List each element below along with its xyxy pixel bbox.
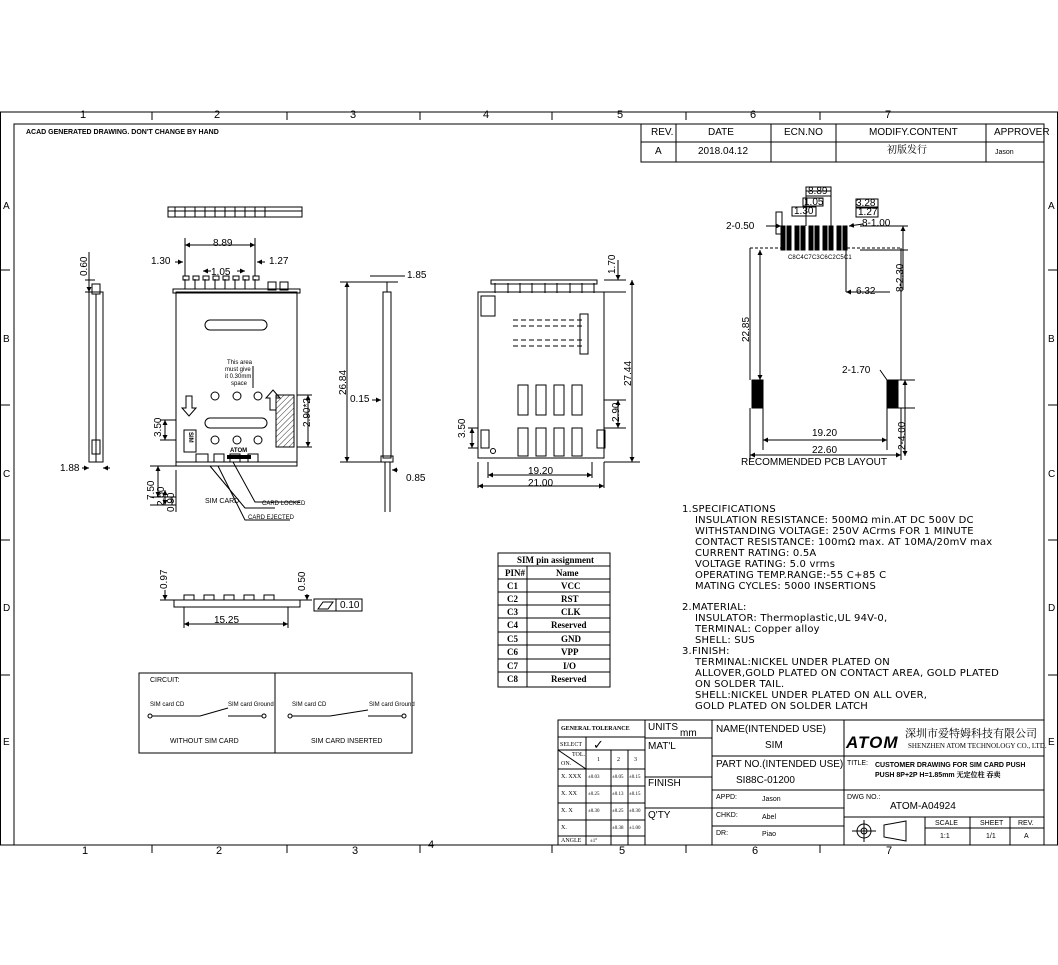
zone-top-1: 1	[80, 109, 87, 121]
part-value: SI88C-01200	[736, 775, 795, 786]
spec-line: TERMINAL:NICKEL UNDER PLATED ON	[695, 657, 890, 668]
spec-line: TERMINAL: Copper alloy	[695, 624, 820, 635]
label-card-ejected: CARD EJECTED	[248, 515, 295, 521]
area-note-2: must give	[225, 367, 251, 373]
finish-label: FINISH	[648, 778, 681, 789]
pin-row-pin: C5	[507, 634, 518, 644]
spec-line: OPERATING TEMP.RANGE:-55 C+85 C	[695, 570, 887, 581]
dim-front-750: 7.50	[146, 480, 157, 500]
tolerance-cell: ±0.03	[588, 775, 600, 780]
title-line-2: PUSH 8P+2P H=1.85mm 无定位柱 吞卖	[875, 772, 1001, 779]
dim-pcb-328: 3.28	[856, 198, 876, 209]
dim-pcb-2285: 22.85	[741, 316, 752, 342]
qty-label: Q'TY	[648, 810, 671, 821]
dim-pcb-2260: 22.60	[812, 445, 838, 456]
spec-line: ALLOVER,GOLD PLATED ON CONTACT AREA, GOLD PLATED	[695, 668, 1000, 679]
dim-top-889: 8.89	[213, 238, 233, 249]
spec-line: CURRENT RATING: 0.5A	[695, 548, 817, 559]
rev-header-rev: REV.	[651, 127, 674, 138]
top-strip-view	[168, 207, 302, 217]
tolerance-select: SELECT	[560, 742, 582, 748]
sheet-value: 1/1	[986, 833, 996, 840]
pcb-pin-label: C6	[820, 255, 828, 261]
tolerance-row-label: X. XXX	[561, 774, 582, 780]
dim-front-350: 3.50	[153, 417, 164, 437]
sheet-label: SHEET	[980, 820, 1004, 827]
spec-line: CONTACT RESISTANCE: 100mΩ max. AT 10MA/20mV max	[695, 537, 993, 548]
zone-right-d: D	[1048, 603, 1056, 614]
circuit-label-gnd-2: SIM card Ground	[369, 702, 415, 708]
name-value: SIM	[765, 740, 783, 751]
tolerance-col-3: 3	[634, 757, 637, 763]
dim-pcb-105: 1.05	[804, 197, 824, 208]
circuit-title: CIRCUIT:	[150, 677, 180, 684]
company-name-en: SHENZHEN ATOM TECHNOLOGY CO., LTD.	[908, 742, 1047, 750]
tolerance-cell: ±0.25	[588, 792, 600, 797]
company-logo: ATOM	[846, 733, 899, 752]
spec-line: GOLD PLATED ON SOLDER LATCH	[695, 701, 869, 712]
circuit-label-cd: SIM card CD	[150, 702, 185, 708]
zone-left-d: D	[3, 603, 11, 614]
circuit-label-gnd: SIM card Ground	[228, 702, 274, 708]
company-name-cn: 深圳市爱特姆科技有限公司	[905, 728, 1037, 740]
rev-header-modify: MODIFY.CONTENT	[869, 127, 958, 138]
pcb-pin-label: C7	[804, 255, 812, 261]
dim-back-2100: 21.00	[528, 478, 554, 489]
dim-pcb-400: 2-4.00	[897, 421, 908, 450]
dim-bot-050: 0.50	[297, 571, 308, 591]
dim-top-127: 1.27	[269, 256, 289, 267]
zone-bottom-3: 3	[352, 845, 359, 857]
dim-bot-1525: 15.25	[214, 615, 240, 626]
dim-pcb-170: 2-1.70	[842, 365, 871, 376]
pin-row-name: Reserved	[551, 620, 587, 630]
zone-top-4: 4	[483, 109, 490, 121]
pcb-pin-label: C4	[796, 255, 804, 261]
dim-back-2744: 27.44	[623, 360, 634, 386]
spec-line: 1.SPECIFICATIONS	[682, 504, 776, 515]
tolerance-cell: ±0.05	[612, 775, 624, 780]
pin-row-pin: C6	[507, 647, 518, 657]
pcb-pin-label: C2	[828, 255, 836, 261]
area-note-1: This area	[227, 360, 253, 366]
zone-bottom-1: 1	[82, 845, 89, 857]
area-note-3: it 0.30mm	[225, 374, 252, 380]
pin-row-name: VCC	[561, 581, 581, 591]
dim-side-085: 0.85	[406, 473, 426, 484]
spec-line: MATING CYCLES: 5000 INSERTIONS	[695, 581, 876, 592]
title-label: TITLE:	[847, 760, 869, 767]
rev-row-approver: Jason	[995, 149, 1014, 156]
atom-mark-front: ATOM	[230, 448, 248, 454]
circuit-inserted: SIM CARD INSERTED	[311, 738, 383, 745]
pin-table-header-pin: PIN#	[505, 568, 525, 578]
tolerance-cell: ±0.13	[612, 792, 624, 797]
dwg-label: DWG NO.:	[847, 794, 881, 801]
dim-pcb-889: 8.89	[808, 186, 828, 197]
pin-row-name: GND	[561, 634, 581, 644]
dr-value: Piao	[762, 831, 777, 838]
zone-left-b: B	[3, 334, 10, 345]
dim-top-105: 1.05	[211, 267, 231, 278]
pin-row-pin: C1	[507, 581, 518, 591]
spec-line: INSULATION RESISTANCE: 500MΩ min.AT DC 500V DC	[695, 515, 974, 526]
zone-bottom-7: 7	[886, 845, 893, 857]
pin-row-pin: C2	[507, 594, 518, 604]
chkd-value: Abel	[762, 814, 777, 821]
tolerance-cell: ±1.00	[629, 826, 641, 831]
rev-value: A	[1024, 833, 1029, 840]
tolerance-row-label: X. XX	[561, 791, 577, 797]
appd-label: APPD:	[716, 794, 738, 801]
dim-flatness: 0.10	[340, 600, 360, 611]
pin-row-name: Reserved	[551, 674, 587, 684]
rev-row-content: 初版发行	[887, 145, 927, 156]
rev-header-approver: APPROVER	[994, 127, 1050, 138]
pin-row-name: RST	[561, 594, 579, 604]
dim-bot-097: 0.97	[159, 569, 170, 589]
tolerance-col-1: 1	[597, 757, 600, 763]
dim-side-2684: 26.84	[338, 369, 349, 395]
dim-pcb-127: 1.27	[858, 207, 878, 218]
pin-row-name: CLK	[561, 607, 581, 617]
tolerance-cell: ±0.15	[629, 775, 641, 780]
zone-top-2: 2	[214, 109, 221, 121]
dim-left-188: 1.88	[60, 463, 80, 474]
zone-top-7: 7	[885, 109, 892, 121]
spec-line: SHELL:NICKEL UNDER PLATED ON ALL OVER,	[695, 690, 928, 701]
dim-pcb-230: 8-2.30	[895, 263, 906, 292]
dim-front-250: 2.50	[156, 486, 167, 506]
zone-bottom-5: 5	[619, 845, 626, 857]
pcb-pin-label: C1	[844, 255, 852, 261]
pin-row-name: I/O	[563, 661, 577, 671]
spec-line: WITHSTANDING VOLTAGE: 250V ACrms FOR 1 MINUTE	[695, 526, 974, 537]
name-label: NAME(INTENDED USE)	[716, 724, 827, 735]
spec-line: SHELL: SUS	[695, 635, 755, 646]
pcb-pin-label: C3	[812, 255, 820, 261]
part-label: PART NO.(INTENDED USE)	[716, 759, 844, 770]
spec-line: 2.MATERIAL:	[682, 602, 747, 613]
tolerance-title: GENERAL TOLERANCE	[561, 726, 630, 732]
matl-label: MAT'L	[648, 741, 676, 752]
scale-label: SCALE	[935, 820, 958, 827]
pin-row-name: VPP	[561, 647, 579, 657]
title-line-1: CUSTOMER DRAWING FOR SIM CARD PUSH	[875, 762, 1026, 769]
zone-bottom-6: 6	[752, 845, 759, 857]
zone-bottom-2: 2	[216, 845, 223, 857]
tolerance-cell: ±0.30	[629, 809, 641, 814]
zone-right-a: A	[1048, 201, 1055, 212]
pin-row-pin: C3	[507, 607, 518, 617]
dim-side-015: 0.15	[350, 394, 370, 405]
spec-line: VOLTAGE RATING: 5.0 vrms	[695, 559, 836, 570]
tolerance-on: ON.	[561, 761, 572, 767]
dim-pcb-1920: 19.20	[812, 428, 838, 439]
pin-row-pin: C8	[507, 674, 518, 684]
tolerance-tol: TOL.	[572, 752, 586, 758]
left-side-view	[79, 252, 110, 468]
rev-row-rev: A	[655, 146, 662, 157]
dim-front-290: 2.90*2	[302, 398, 313, 427]
zone-left-a: A	[3, 201, 10, 212]
dim-back-1920: 19.20	[528, 466, 554, 477]
dim-left-060: 0.60	[79, 256, 90, 276]
dr-label: DR:	[716, 830, 729, 837]
tolerance-row-label: X.	[561, 825, 567, 831]
tolerance-col-2: 2	[617, 757, 620, 763]
spec-line: ON SOLDER TAIL.	[695, 679, 785, 690]
zone-left-e: E	[3, 737, 10, 748]
rev-label: REV.	[1018, 820, 1034, 827]
zone-bottom-4: 4	[428, 839, 435, 851]
rev-row-date: 2018.04.12	[698, 146, 749, 157]
pin-row-pin: C7	[507, 661, 518, 671]
tolerance-cell: ±1°	[590, 839, 598, 844]
dim-back-170: 1.70	[607, 254, 618, 274]
chkd-label: CHKD:	[716, 812, 738, 819]
tolerance-cell: ±0.38	[612, 826, 624, 831]
circuit-without: WITHOUT SIM CARD	[170, 738, 239, 745]
zone-right-c: C	[1048, 469, 1056, 480]
dim-pcb-100: 8-1.00	[862, 218, 891, 229]
appd-value: Jason	[762, 796, 781, 803]
dim-back-290: 2.90	[611, 402, 622, 422]
header-note: ACAD GENERATED DRAWING. DON'T CHANGE BY HAND	[26, 129, 219, 136]
label-sim-card: SIM CARD	[205, 498, 240, 505]
dim-back-350: 3.50	[457, 418, 468, 438]
dim-pcb-050: 2-0.50	[726, 221, 755, 232]
tolerance-row-label: X. X	[561, 808, 573, 814]
sim-logo: SIM	[187, 432, 193, 443]
bottom-view	[160, 590, 362, 628]
zone-top-6: 6	[750, 109, 757, 121]
back-view	[468, 260, 640, 488]
tolerance-cell: ±0.25	[612, 809, 624, 814]
zone-right-b: B	[1048, 334, 1055, 345]
tolerance-cell: ±0.15	[629, 792, 641, 797]
circuit-label-cd-2: SIM card CD	[292, 702, 327, 708]
spec-line: INSULATOR: Thermoplastic,UL 94V-0,	[695, 613, 888, 624]
tolerance-row-label: ANGLE	[561, 838, 582, 844]
front-view-logo-box	[227, 455, 251, 459]
pcb-pin-label: C8	[788, 255, 796, 261]
units-label: UNITS	[648, 722, 678, 733]
units-value: mm	[680, 728, 697, 739]
rev-header-ecn: ECN.NO	[784, 127, 823, 138]
pcb-pin-label: C5	[836, 255, 844, 261]
dim-front-090: 0.90	[166, 492, 177, 512]
dwg-value: ATOM-A04924	[890, 801, 956, 812]
tolerance-cell: ±0.30	[588, 809, 600, 814]
area-note-4: space	[231, 381, 248, 387]
dim-top-130: 1.30	[151, 256, 171, 267]
zone-left-c: C	[3, 469, 11, 480]
zone-top-3: 3	[350, 109, 357, 121]
tolerance-check-icon: ✓	[593, 737, 604, 752]
dim-pcb-632: 6.32	[856, 286, 876, 297]
pin-table-header-name: Name	[556, 568, 579, 578]
rev-header-date: DATE	[708, 127, 734, 138]
dim-side-185: 1.85	[407, 270, 427, 281]
dim-pcb-130: 1.30	[794, 206, 814, 217]
pcb-layout-title: RECOMMENDED PCB LAYOUT	[741, 457, 887, 468]
spec-line: 3.FINISH:	[682, 646, 730, 657]
zone-top-5: 5	[617, 109, 624, 121]
zone-right-e: E	[1048, 737, 1055, 748]
label-card-locked: CARD LOCKED	[262, 501, 306, 507]
pin-row-pin: C4	[507, 620, 518, 630]
pin-table-title: SIM pin assignment	[517, 555, 595, 565]
scale-value: 1:1	[940, 833, 950, 840]
